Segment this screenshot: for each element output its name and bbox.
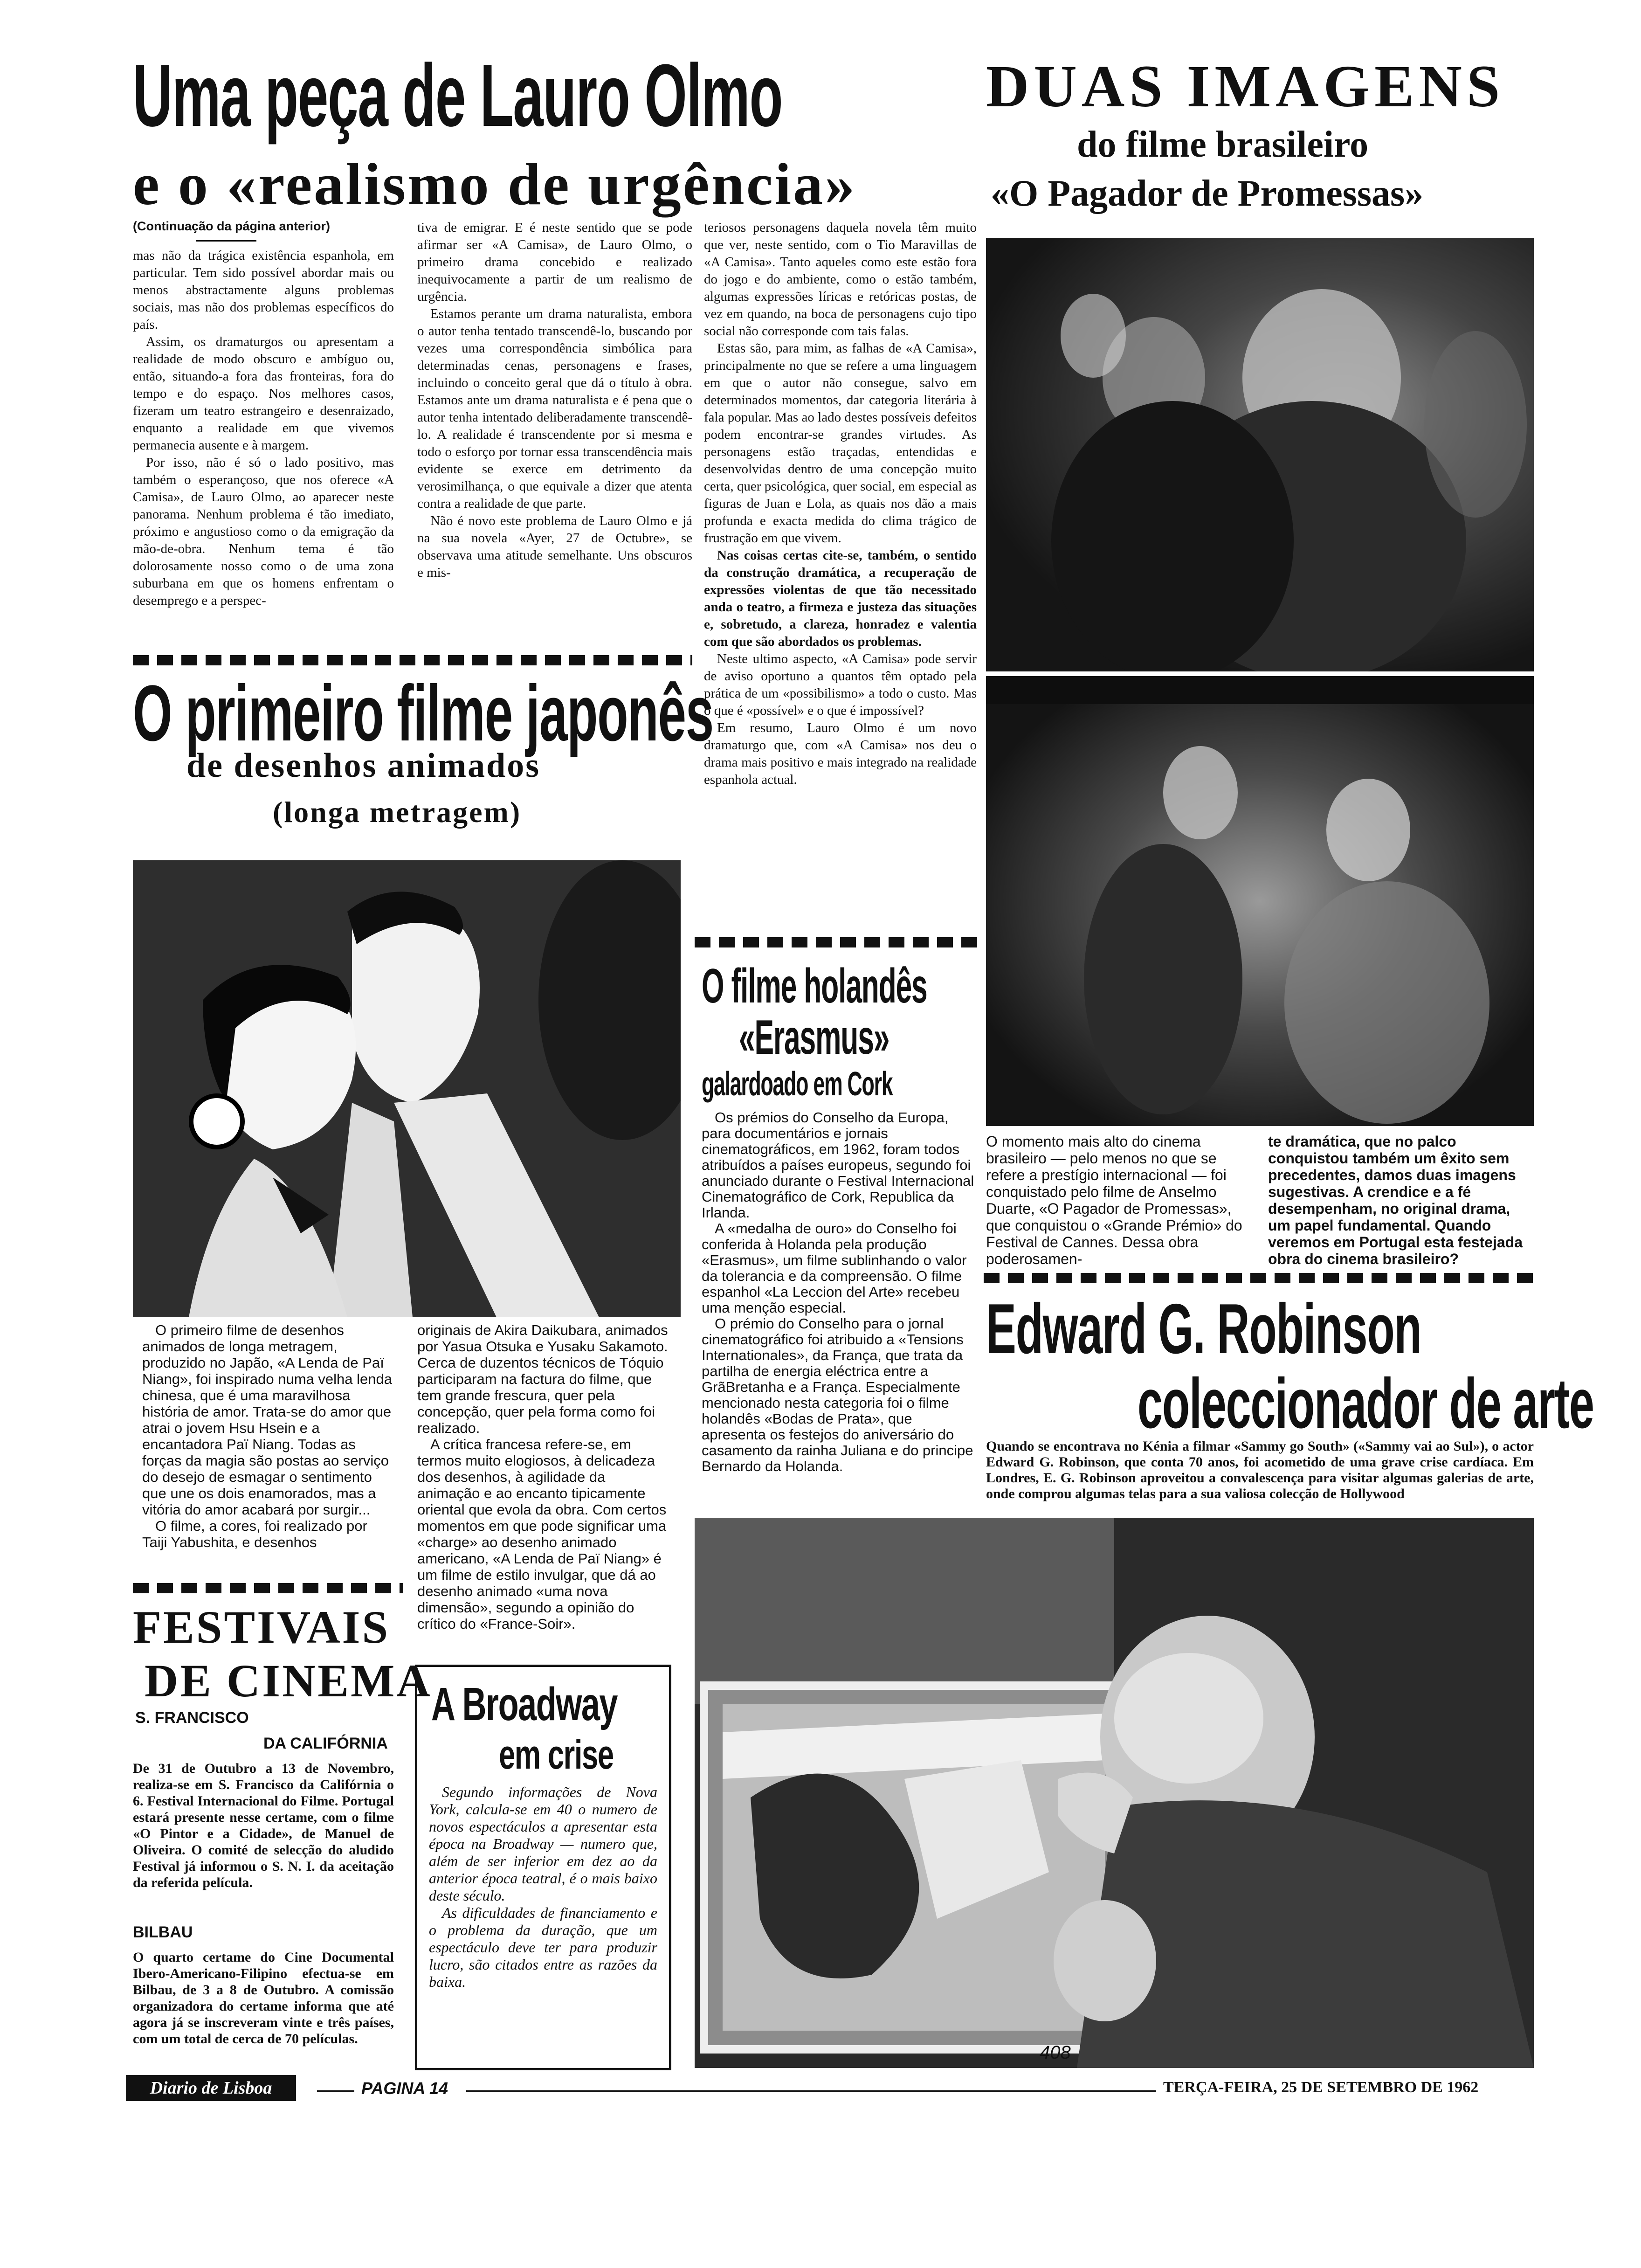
paragraph: Nas coisas certas cite-se, também, o sentido da construção dramática, a recuperação de expressões violentas de que tão necessitado anda o teatro, a firmeza e justeza das situações e, sobretudo, a clareza, honradez e valentia com que são abordados os problemas. <box>704 548 977 649</box>
article4-title-line3: galardoado em Cork <box>702 1065 893 1103</box>
article2-caption-col2: te dramática, que no palco conquistou também um êxito sem precedentes, damos duas imagens sugestivas. A crendice e a fé desempenham, no original drama, um papel fundamental. Quando veremos em Portugal esta festejada obra do cinema brasileiro? <box>1268 1133 1523 1267</box>
animated-film-still <box>133 860 681 1317</box>
paragraph: A crítica francesa refere-se, em termos muito elogiosos, à delicadeza dos desenhos, à agilidade da animação e ao encanto tipicamente oriental que evola da obra. Com certos momentos em que pode significar uma «charge» ao desenho animado americano, «A Lenda de Paï Niang» é um filme de estilo invulgar, que dá ao desenho animado «uma nova dimensão», segundo a opinião do crítico do «France-Soir». <box>417 1436 667 1632</box>
article5-title-line2: coleccionador de arte <box>1138 1364 1594 1443</box>
article6-sub1-line2: DA CALIFÓRNIA <box>263 1735 388 1752</box>
paragraph: originais de Akira Daikubara, animados por Yasua Otsuka e Yusaku Sakamoto. Cerca de duzentos técnicos de Tóquio participaram na factura do filme, que tem grande frescura, quer pela concepção, quer pela forma como foi realizado. <box>417 1322 668 1436</box>
article5-title-line1: Edward G. Robinson <box>986 1289 1421 1369</box>
article3-column-1 <box>142 1322 394 1550</box>
paragraph: Estamos perante um drama naturalista, embora o autor tenha tentado transcendê-lo, buscando por vezes uma correspondência simbólica para determinadas cenas, personagens e frases, incluindo o conceito geral que dá o título à obra. Estamos ante um drama naturalista e é pena que o autor tenha intentado deliberadamente transcendê-lo. A realidade é transcendente por si mesma e todo o esforço por tornar essa transcendência mais evidente se exerce em detrimento da verosimilhança, o que equivale a dizer que atenta contra a realidade de que parte. <box>417 306 692 511</box>
article4-title-line1: O filme holandês <box>702 959 927 1013</box>
article3-title-line2: de desenhos animados <box>186 747 541 785</box>
article1-title-line1: Uma peça de Lauro Olmo <box>133 46 783 145</box>
article6-sub1-line1: S. FRANCISCO <box>135 1709 249 1727</box>
paragraph: Assim, os dramaturgos ou apresentam a realidade de modo obscuro e ambíguo ou, então, situando-a fora das fronteiras, fora do tempo e do espaço. Nos melhores casos, fizeram um teatro estrangeiro e desenraizado, enquanto a realidade em que vivemos permanecia ausente e à margem. <box>133 334 394 453</box>
robinson-photo-scene <box>695 1518 1534 2068</box>
article3-column-2 <box>417 1322 671 1632</box>
film-still-top <box>986 238 1534 671</box>
film-strip-divider <box>695 937 979 947</box>
paragraph: Por isso, não é só o lado positivo, mas também o esperançoso, que nos oferece «A Camisa», de Lauro Olmo, ao aparecer neste panorama. Nenhum problema é tão imediato, próximo e angustioso como o da emigração da mão-de-obra. Nenhum tema é tão dolorosamente nosso como o de uma zona suburbana em que os homens enfrentam o desemprego e a perspec- <box>133 455 394 608</box>
footer-rule-left <box>317 2090 354 2092</box>
article1-column-2 <box>417 219 692 581</box>
paragraph: Estas são, para mim, as falhas de «A Camisa», principalmente no que se refere a uma linguagem em que o autor não consegue, salvo em determinados momentos, dar categoria literária à fala popular. Mas ao lado destes possíveis defeitos podem encontrar-se grandes virtudes. As personagens estão traçadas, entendidas e desenvolvidas dentro de uma concepção muito certa, quer psicológica, quer social, em especial as figuras de Juan e Lola, as quais nos dão a mais profunda e exacta medida do clima trágico de frustração em que vivem. <box>704 341 977 546</box>
continuation-rule <box>196 240 256 242</box>
film-still-bottom-figures <box>986 676 1534 1126</box>
footer-rule-middle <box>466 2090 1156 2092</box>
paragraph: Em resumo, Lauro Olmo é um novo dramaturgo que, com «A Camisa» nos deu o drama mais positivo e mais integrado na realidade espanhola actual. <box>704 720 977 787</box>
paragraph: Segundo informações de Nova York, calcula-se em 40 o numero de novos espectáculos a apresentar esta época na Broadway — numero que, além de ser inferior em dez ao da anterior época teatral, é o mais baixo deste século. <box>429 1784 657 1904</box>
article1-column-3 <box>704 219 977 788</box>
animated-film-figures <box>133 860 681 1317</box>
article2-caption-col1: O momento mais alto do cinema brasileiro — pelo menos no que se refere a prestígio internacional — foi conquistado pelo filme de Anselmo Duarte, «O Pagador de Promessas», que conquistou o «Grande Prémio» do Festival de Cannes. Dessa obra poderosamen- <box>986 1133 1242 1267</box>
paragraph: Os prémios do Conselho da Europa, para documentários e jornais cinematográficos, em 1962, foram todos atribuídos a países europeus, segundo foi anunciado durante o Festival Internacional Cinematográfico de Cork, Republica da Irlanda. <box>702 1109 974 1221</box>
article1-continuation: (Continuação da página anterior) <box>133 219 331 233</box>
film-still-top-figures <box>986 238 1534 671</box>
article4-body <box>702 1110 977 1474</box>
paragraph: mas não da trágica existência espanhola, em particular. Tem sido possível abordar mais ou menos abstractamente alguns problemas sociais, mas não dos problemas específicos do país. <box>133 248 394 332</box>
paragraph: A «medalha de ouro» do Conselho foi conferida à Holanda pela produção «Erasmus», um filme sublinhando o valor da tolerancia e da compreensão. O filme espanhol «La Leccion del Arte» recebeu uma menção especial. <box>702 1220 967 1316</box>
article6-sub1-body: De 31 de Outubro a 13 de Novembro, realiza-se em S. Francisco da Califórnia o 6. Festival Internacional do Filme. Portugal estará presente nesse certame, com o filme «O Pintor e a Cidade», de Manuel de Oliveira. O comité de selecção do aludido Festival já informou o S. N. I. da aceitação da referida película. <box>133 1761 394 1890</box>
robinson-photo <box>695 1518 1534 2068</box>
article7-title-line1: A Broadway <box>431 1678 618 1730</box>
paragraph: O prémio do Conselho para o jornal cinematográfico foi atribuido a «Tensions Internationales», da França, que trata da partilha de energia eléctrica entre a GrãBretanha e a França. Especialmente mencionado nesta categoria foi o filme holandês «Bodas de Prata», que apresenta os festejos do aniversário do casamento da rainha Juliana e do principe Bernardo da Holanda. <box>702 1315 973 1474</box>
article6-sub2-body: O quarto certame do Cine Documental Ibero-Americano-Filipino efectua-se em Bilbau, de 3 a 8 de Outubro. A comissão organizadora do certame informa que até agora já se inscreveram vinte e três países, com um total de cerca de 70 películas. <box>133 1950 394 2047</box>
painting-mark: 408 <box>1040 2042 1071 2063</box>
film-strip-divider <box>133 655 692 665</box>
film-strip-divider <box>984 1273 1534 1283</box>
article6-sub2: BILBAU <box>133 1923 193 1941</box>
article3-title-line1: O primeiro filme japonês <box>133 669 713 758</box>
paragraph: Neste ultimo aspecto, «A Camisa» pode servir de aviso oportuno a quantos têm optado pela prática de um «possibilismo» a todo o custo. Mas o que é «possível» e o que é impossível? <box>704 651 977 718</box>
article1-title-line2: e o «realismo de urgência» <box>133 151 857 217</box>
paragraph: Não é novo este problema de Lauro Olmo e já na sua novela «Ayer, 27 de Octubre», se observava uma atitude semelhante. Uns obscuros e mis- <box>417 513 692 580</box>
paragraph: As dificuldades de financiamento e o problema da duração, que um espectáculo deve ter para produzir lucro, são citados entre as razões da baixa. <box>429 1904 657 1990</box>
paragraph: O primeiro filme de desenhos animados de longa metragem, produzido no Japão, «A Lenda de Paï Niang», foi inspirado numa velha lenda chinesa, que é uma maravilhosa história de amor. Trata-se do amor que atrai o jovem Hsu Hsein e a encantadora Paï Niang. Todas as forças da magia são postas ao serviço do desejo de esmagar o sentimento que une os dois enamorados, mas a vitória do amor acabará por surgir... <box>142 1322 392 1518</box>
article4-title-line2: «Erasmus» <box>739 1010 889 1065</box>
article2-title-line1: DUAS IMAGENS <box>986 53 1505 119</box>
issue-date: TERÇA-FEIRA, 25 DE SETEMBRO DE 1962 <box>1163 2079 1479 2096</box>
film-still-bottom <box>986 676 1534 1126</box>
article5-lead: Quando se encontrava no Kénia a filmar «Sammy go South» («Sammy vai ao Sul»), o actor Edward G. Robinson, que conta 70 anos, foi acometido de uma grave crise cardíaca. Em Londres, E. G. Robinson aproveitou a convalescença para visitar algumas galerias de arte, onde comprou algumas telas para a sua valiosa colecção de Hollywood <box>986 1438 1534 1501</box>
film-strip-divider <box>133 1583 403 1593</box>
article2-title-line3: «O Pagador de Promessas» <box>991 173 1424 214</box>
article3-title-line3: (longa metragem) <box>273 795 522 829</box>
paragraph: teriosos personagens daquela novela têm muito que ver, neste sentido, com o Tio Maravillas de «A Camisa». Tanto aqueles como este estão fora do jogo e do ambiente, como o estão também, algumas expressões líricas e retóricas postas, de vez em quando, na boca de personagens cujo tipo social não corresponde com tais falas. <box>704 220 977 339</box>
paragraph: tiva de emigrar. E é neste sentido que se pode afirmar ser «A Camisa», de Lauro Olmo, o primeiro drama concebido e realizado inequivocamente a partir de um realismo de urgência. <box>417 220 692 304</box>
article7-title-line2: em crise <box>499 1731 614 1777</box>
article1-column-1 <box>133 247 394 609</box>
article6-title-line2: DE CINEMA <box>145 1655 432 1707</box>
article7-body <box>429 1784 657 1991</box>
masthead-logo: Diario de Lisboa <box>126 2075 296 2101</box>
page-number: PAGINA 14 <box>361 2079 448 2098</box>
paragraph: O filme, a cores, foi realizado por Taiji Yabushita, e desenhos <box>142 1518 367 1550</box>
article6-title-line1: FESTIVAIS <box>133 1601 390 1653</box>
article2-title-line2: do filme brasileiro <box>1077 124 1369 165</box>
